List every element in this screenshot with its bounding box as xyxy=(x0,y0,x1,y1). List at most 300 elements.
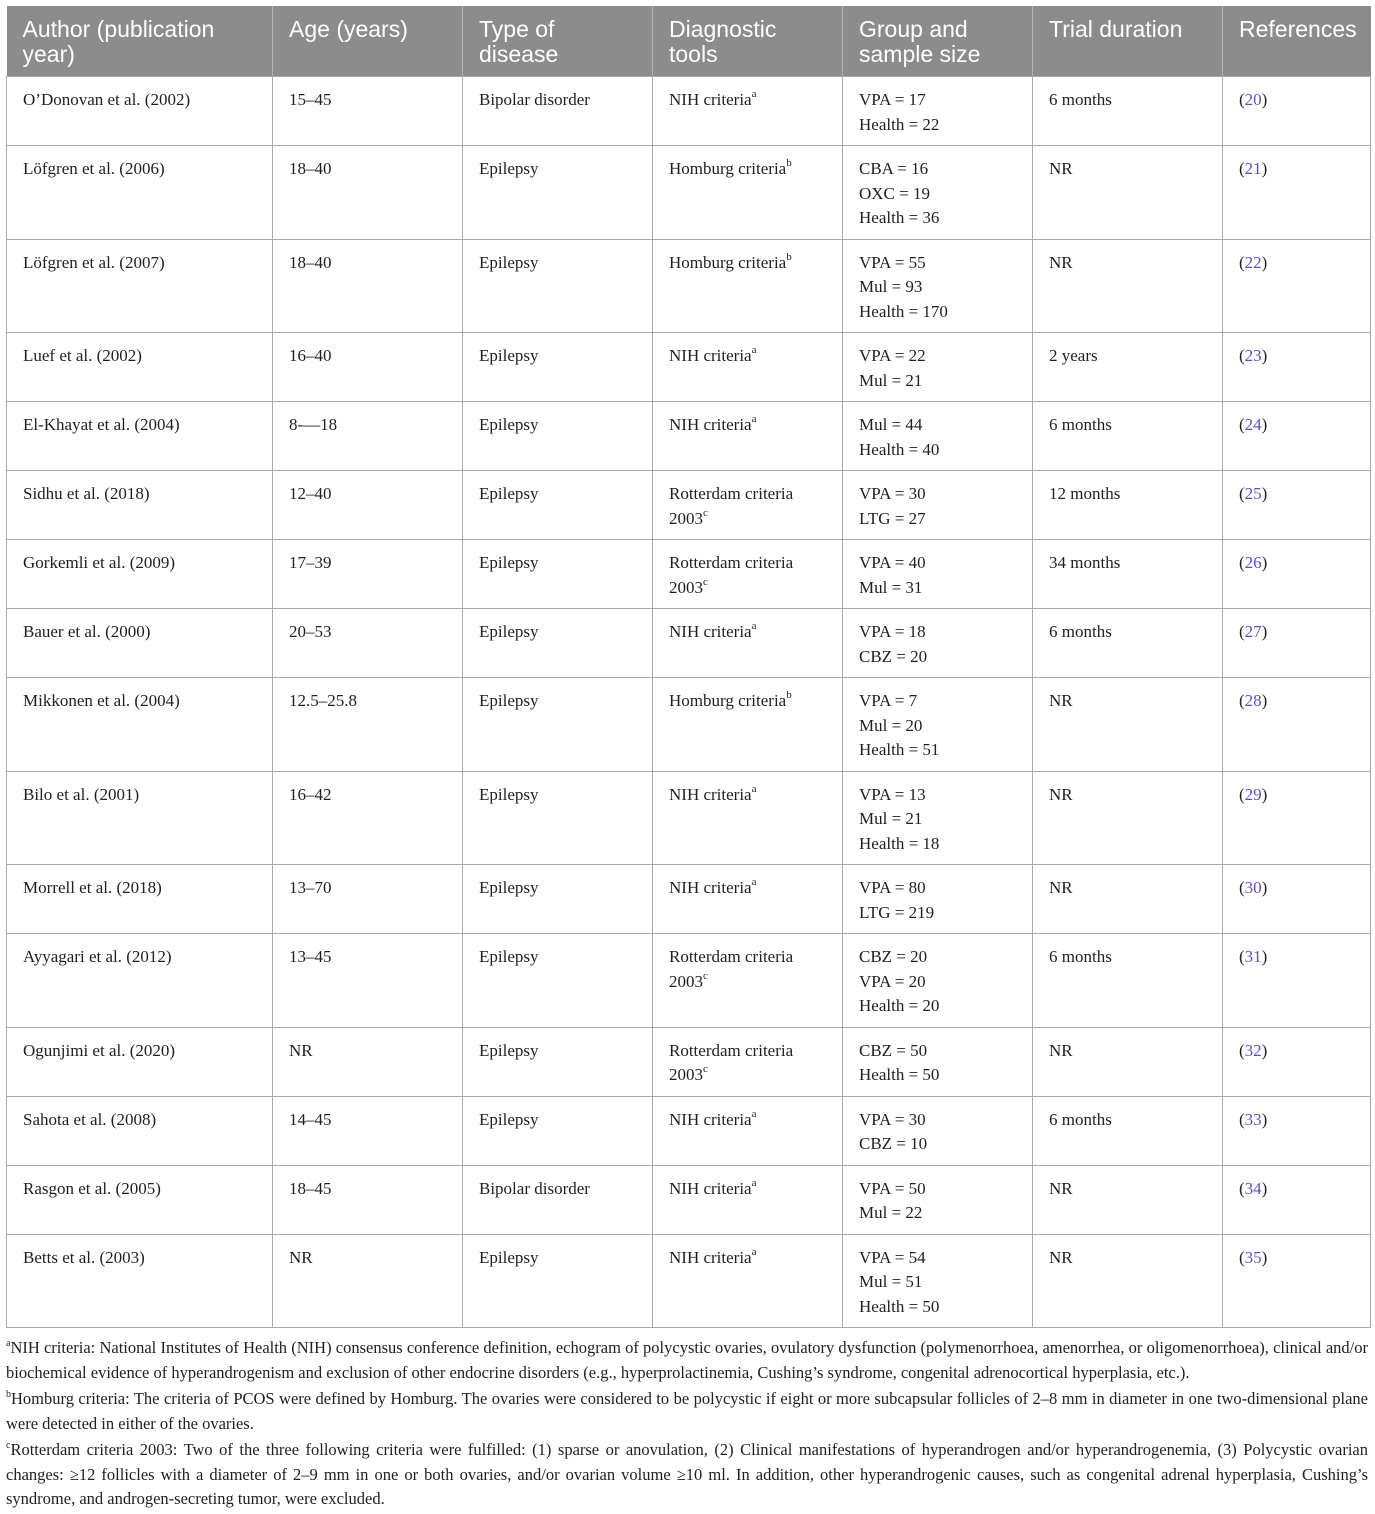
group-size-line: Mul = 22 xyxy=(859,1203,923,1222)
trial-duration-cell xyxy=(1033,609,1223,678)
diagnostic-tool-line xyxy=(669,945,834,970)
column-header-line: year) xyxy=(22,41,75,67)
column-header-line: Type of xyxy=(479,16,555,42)
age-text: 12–40 xyxy=(289,484,332,503)
group-size-line: VPA = 80 xyxy=(859,878,926,897)
disease-cell xyxy=(463,934,653,1028)
group-size-line: Health = 40 xyxy=(859,439,940,459)
group-size-cell xyxy=(843,1096,1033,1165)
diagnostic-tool-line xyxy=(669,1177,834,1202)
disease-cell xyxy=(463,678,653,772)
author-text: Bauer et al. (2000) xyxy=(23,622,151,641)
author-cell xyxy=(7,609,273,678)
author-text: Mikkonen et al. (2004) xyxy=(23,691,180,710)
age-text: 13–45 xyxy=(289,947,332,966)
group-size-line: LTG = 27 xyxy=(859,508,926,528)
trial-duration-cell xyxy=(1033,402,1223,471)
author-text: Sahota et al. (2008) xyxy=(23,1109,157,1129)
author-cell xyxy=(7,540,273,609)
group-size-cell xyxy=(843,540,1033,609)
author-text: Betts et al. (2003) xyxy=(23,1247,145,1267)
table-row xyxy=(7,1234,1371,1328)
trial-duration-cell xyxy=(1033,471,1223,540)
author-cell xyxy=(7,402,273,471)
group-size-line: VPA = 7 xyxy=(859,691,918,710)
trial-duration-cell xyxy=(1033,1234,1223,1328)
header-row xyxy=(7,6,1371,77)
group-size-line: VPA = 40 xyxy=(859,553,926,572)
footnote-marker: a xyxy=(751,1107,757,1120)
diagnostic-tool-line xyxy=(669,1039,834,1064)
footnote-marker: c xyxy=(703,575,708,588)
author-text: Ayyagari et al. (2012) xyxy=(23,947,172,966)
author-text: Ogunjimi et al. (2020) xyxy=(23,1040,176,1060)
reference-link[interactable]: 27 xyxy=(1244,622,1262,641)
trial-duration-text: NR xyxy=(1049,1040,1073,1060)
trial-duration-cell xyxy=(1033,771,1223,865)
group-size-cell xyxy=(843,77,1033,146)
disease-text: Bipolar disorder xyxy=(479,1178,590,1198)
group-size-cell xyxy=(843,1165,1033,1234)
age-text: NR xyxy=(289,1040,313,1060)
age-text: 18–45 xyxy=(289,1178,332,1198)
disease-cell xyxy=(463,333,653,402)
trial-duration-cell xyxy=(1033,239,1223,333)
diagnostic-tool-cell xyxy=(653,1096,843,1165)
footnote-marker: a xyxy=(751,413,757,426)
author-cell xyxy=(7,934,273,1028)
reference-link[interactable]: 21 xyxy=(1244,159,1262,178)
disease-cell xyxy=(463,540,653,609)
footnote-marker: a xyxy=(751,88,757,101)
footnote-marker: c xyxy=(703,969,708,982)
footnote-marker: a xyxy=(751,782,757,795)
column-header-line: Trial duration xyxy=(1049,16,1183,42)
reference-cell: (28) xyxy=(1223,678,1371,772)
table-row xyxy=(7,1165,1371,1234)
author-cell xyxy=(7,678,273,772)
table-row xyxy=(7,865,1371,934)
group-size-cell xyxy=(843,865,1033,934)
column-header-group-sample-size xyxy=(843,6,1033,77)
disease-cell xyxy=(463,239,653,333)
column-header-author xyxy=(7,6,273,77)
reference-link[interactable]: 26 xyxy=(1244,553,1262,572)
reference-cell: (30) xyxy=(1223,865,1371,934)
diagnostic-tool-text: NIH criteria xyxy=(669,1109,752,1129)
author-text: Sidhu et al. (2018) xyxy=(23,484,150,503)
disease-text: Epilepsy xyxy=(479,415,539,434)
author-cell xyxy=(7,239,273,333)
disease-cell xyxy=(463,609,653,678)
diagnostic-tool-line xyxy=(669,620,834,645)
diagnostic-tool-line xyxy=(669,1063,834,1088)
group-size-line: VPA = 55 xyxy=(859,252,926,272)
age-text: 16–42 xyxy=(289,784,332,804)
author-cell xyxy=(7,1027,273,1096)
group-size-line: Health = 51 xyxy=(859,740,940,759)
age-text: 18–40 xyxy=(289,252,332,272)
author-cell xyxy=(7,771,273,865)
age-text: 13–70 xyxy=(289,878,332,897)
reference-cell: (31) xyxy=(1223,934,1371,1028)
disease-text: Epilepsy xyxy=(479,878,539,897)
diagnostic-tool-line xyxy=(669,251,834,276)
reference-cell: (32) xyxy=(1223,1027,1371,1096)
diagnostic-tool-text: NIH criteria xyxy=(669,784,752,804)
column-header-references xyxy=(1223,6,1371,77)
author-text: Morrell et al. (2018) xyxy=(23,878,162,897)
reference-link[interactable]: 25 xyxy=(1244,484,1262,503)
table-row xyxy=(7,471,1371,540)
diagnostic-tool-line xyxy=(669,413,834,438)
reference-cell: (33) xyxy=(1223,1096,1371,1165)
diagnostic-tool-text: Homburg criteria xyxy=(669,159,787,178)
author-text: El-Khayat et al. (2004) xyxy=(23,415,180,434)
column-header-line: tools xyxy=(669,41,718,67)
table-row xyxy=(7,333,1371,402)
disease-text: Epilepsy xyxy=(479,553,539,572)
diagnostic-tool-cell xyxy=(653,1234,843,1328)
trial-duration-text: NR xyxy=(1049,784,1073,804)
trial-duration-text: 34 months xyxy=(1049,553,1121,572)
group-size-line: VPA = 13 xyxy=(859,784,926,804)
group-size-line: VPA = 54 xyxy=(859,1247,926,1267)
diagnostic-tool-line xyxy=(669,1108,834,1133)
table-row xyxy=(7,146,1371,240)
disease-text: Epilepsy xyxy=(479,484,539,503)
trial-duration-text: 12 months xyxy=(1049,484,1121,503)
reference-cell: (22) xyxy=(1223,239,1371,333)
group-size-line: Mul = 31 xyxy=(859,577,923,597)
diagnostic-tool-cell xyxy=(653,1027,843,1096)
reference-link[interactable]: 31 xyxy=(1244,947,1262,966)
diagnostic-tool-line xyxy=(669,576,834,601)
column-header-line: Group and xyxy=(859,16,968,42)
diagnostic-tool-cell xyxy=(653,333,843,402)
group-size-line: Mul = 51 xyxy=(859,1272,923,1291)
trial-duration-cell xyxy=(1033,1165,1223,1234)
table-row xyxy=(7,77,1371,146)
trial-duration-text: NR xyxy=(1049,878,1073,897)
diagnostic-tool-cell xyxy=(653,471,843,540)
diagnostic-tool-text: 2003 xyxy=(669,1065,703,1084)
footnote-marker: b xyxy=(786,250,792,263)
diagnostic-tool-text: Homburg criteria xyxy=(669,252,787,272)
trial-duration-cell xyxy=(1033,146,1223,240)
author-text: Rasgon et al. (2005) xyxy=(23,1178,161,1198)
studies-table xyxy=(6,6,1371,1328)
footnote-marker: a xyxy=(751,1245,757,1258)
diagnostic-tool-line xyxy=(669,157,834,182)
author-cell xyxy=(7,1096,273,1165)
group-size-line: Health = 20 xyxy=(859,996,940,1015)
disease-text: Epilepsy xyxy=(479,159,539,178)
diagnostic-tool-cell xyxy=(653,540,843,609)
age-cell xyxy=(273,333,463,402)
footnote-marker: a xyxy=(751,620,757,633)
diagnostic-tool-text: Rotterdam criteria xyxy=(669,947,794,966)
footnote xyxy=(6,1438,1368,1512)
disease-cell xyxy=(463,1234,653,1328)
column-header-line: sample size xyxy=(859,41,981,67)
footnote-text: NIH criteria: National Institutes of Health (NIH) consensus conference definition, echogram of polycystic ovaries, ovulatory dysfunction (polymenorrhoea, amenorrhea, or oligomenorrhoea), clinical and/or biochemical evidence of hyperandrogenism and exclusion of other endocrine disorders (e.g., hyperprolactinemia, Cushing’s syndrome, congenital adrenocortical hyperplasia, etc.). xyxy=(6,1338,1368,1382)
trial-duration-cell xyxy=(1033,1027,1223,1096)
footnote xyxy=(6,1336,1368,1385)
group-size-cell xyxy=(843,333,1033,402)
trial-duration-text: 6 months xyxy=(1049,947,1112,966)
group-size-line: Mul = 20 xyxy=(859,715,923,735)
author-text: Löfgren et al. (2006) xyxy=(23,159,165,178)
reference-cell: (26) xyxy=(1223,540,1371,609)
disease-cell xyxy=(463,146,653,240)
diagnostic-tool-text: NIH criteria xyxy=(669,1178,752,1198)
diagnostic-tool-text: NIH criteria xyxy=(669,90,752,109)
age-text: 15–45 xyxy=(289,90,332,109)
author-cell xyxy=(7,146,273,240)
author-cell xyxy=(7,471,273,540)
disease-text: Epilepsy xyxy=(479,784,539,804)
group-size-cell xyxy=(843,402,1033,471)
diagnostic-tool-line xyxy=(669,689,834,714)
diagnostic-tool-cell xyxy=(653,609,843,678)
reference-cell: (20) xyxy=(1223,77,1371,146)
reference-cell: (34) xyxy=(1223,1165,1371,1234)
age-text: 17–39 xyxy=(289,553,332,572)
trial-duration-cell xyxy=(1033,865,1223,934)
age-cell xyxy=(273,402,463,471)
reference-link[interactable]: 22 xyxy=(1244,252,1262,272)
reference-cell: (21) xyxy=(1223,146,1371,240)
disease-text: Epilepsy xyxy=(479,252,539,272)
reference-link[interactable]: 33 xyxy=(1244,1109,1262,1129)
trial-duration-text: NR xyxy=(1049,691,1073,710)
column-header-line: disease xyxy=(479,41,559,67)
footnote-marker: c xyxy=(703,506,708,519)
disease-text: Epilepsy xyxy=(479,1247,539,1267)
column-header-trial-duration xyxy=(1033,6,1223,77)
column-header-line: Author (publication xyxy=(22,16,215,42)
group-size-line: VPA = 22 xyxy=(859,346,926,365)
diagnostic-tool-cell xyxy=(653,77,843,146)
footnotes xyxy=(6,1328,1368,1512)
group-size-line: Mul = 21 xyxy=(859,370,923,390)
disease-cell xyxy=(463,865,653,934)
diagnostic-tool-line xyxy=(669,344,834,369)
age-text: 8-—18 xyxy=(289,415,338,434)
column-header-line: Diagnostic xyxy=(669,16,777,42)
age-cell xyxy=(273,678,463,772)
group-size-line: Health = 170 xyxy=(859,301,948,321)
diagnostic-tool-text: NIH criteria xyxy=(669,415,752,434)
group-size-line: VPA = 20 xyxy=(859,971,926,991)
age-cell xyxy=(273,771,463,865)
author-cell xyxy=(7,333,273,402)
reference-cell: (25) xyxy=(1223,471,1371,540)
group-size-line: CBZ = 10 xyxy=(859,1134,928,1153)
reference-cell: (29) xyxy=(1223,771,1371,865)
table-row xyxy=(7,609,1371,678)
age-text: NR xyxy=(289,1247,313,1267)
disease-cell xyxy=(463,471,653,540)
author-cell xyxy=(7,1234,273,1328)
diagnostic-tool-line xyxy=(669,1246,834,1271)
reference-link[interactable]: 32 xyxy=(1244,1040,1262,1060)
diagnostic-tool-line xyxy=(669,876,834,901)
age-text: 16–40 xyxy=(289,346,332,365)
group-size-line: Health = 36 xyxy=(859,208,940,227)
group-size-line: Health = 50 xyxy=(859,1065,940,1084)
trial-duration-text: 6 months xyxy=(1049,90,1112,109)
author-text: Luef et al. (2002) xyxy=(23,346,142,365)
reference-link[interactable]: 28 xyxy=(1244,691,1262,710)
footnote-marker: a xyxy=(751,344,757,357)
column-header-disease xyxy=(463,6,653,77)
group-size-line: VPA = 18 xyxy=(859,622,926,641)
disease-text: Bipolar disorder xyxy=(479,90,590,109)
disease-cell xyxy=(463,402,653,471)
diagnostic-tool-line xyxy=(669,783,834,808)
author-text: Löfgren et al. (2007) xyxy=(23,252,165,272)
footnote-marker: b xyxy=(6,1388,11,1400)
diagnostic-tool-text: 2003 xyxy=(669,577,703,597)
footnote-marker: c xyxy=(6,1439,11,1451)
diagnostic-tool-cell xyxy=(653,865,843,934)
reference-cell: (23) xyxy=(1223,333,1371,402)
footnote-text: Rotterdam criteria 2003: Two of the three following criteria were fulfilled: (1) sparse or anovulation, (2) Clinical manifestations of hyperandrogen and/or hyperandrogenemia, (3) Polycystic ovarian changes: ≥12 follicles with a diameter of 2–9 mm in one or both ovaries, and/or ovarian volume ≥10 ml. In addition, other hyperandrogenic causes, such as congenital adrenal hyperplasia, Cushing’s syndrome, and androgen-secreting tumor, were excluded. xyxy=(6,1440,1368,1508)
trial-duration-cell xyxy=(1033,540,1223,609)
group-size-line: VPA = 30 xyxy=(859,484,926,503)
table-row xyxy=(7,402,1371,471)
diagnostic-tool-text: NIH criteria xyxy=(669,346,752,365)
group-size-line: Mul = 44 xyxy=(859,415,923,434)
diagnostic-tool-text: Rotterdam criteria xyxy=(669,1040,794,1060)
footnote-marker: b xyxy=(786,157,792,170)
column-header-age xyxy=(273,6,463,77)
column-header-diagnostic-tools xyxy=(653,6,843,77)
diagnostic-tool-text: NIH criteria xyxy=(669,622,752,641)
trial-duration-cell xyxy=(1033,333,1223,402)
author-text: Gorkemli et al. (2009) xyxy=(23,553,176,572)
age-text: 20–53 xyxy=(289,622,332,641)
reference-link[interactable]: 35 xyxy=(1244,1247,1262,1267)
disease-text: Epilepsy xyxy=(479,346,539,365)
footnote-marker: c xyxy=(703,1063,708,1076)
group-size-line: LTG = 219 xyxy=(859,902,935,922)
reference-link[interactable]: 30 xyxy=(1244,878,1262,897)
trial-duration-text: 2 years xyxy=(1049,346,1098,365)
footnote-text: Homburg criteria: The criteria of PCOS were defined by Homburg. The ovaries were considered to be polycystic if eight or more subcapsular follicles of 2–8 mm in diameter in one two-dimensional plane were detected in either of the ovaries. xyxy=(6,1389,1368,1433)
table-row xyxy=(7,771,1371,865)
reference-link[interactable]: 23 xyxy=(1244,346,1262,365)
diagnostic-tool-line xyxy=(669,88,834,113)
table-row xyxy=(7,1096,1371,1165)
trial-duration-cell xyxy=(1033,1096,1223,1165)
age-cell xyxy=(273,1096,463,1165)
column-header-line: References xyxy=(1239,16,1357,42)
age-cell xyxy=(273,934,463,1028)
age-cell xyxy=(273,471,463,540)
reference-link[interactable]: 20 xyxy=(1244,90,1262,109)
disease-text: Epilepsy xyxy=(479,1109,539,1129)
disease-text: Epilepsy xyxy=(479,1040,539,1060)
reference-cell: (27) xyxy=(1223,609,1371,678)
age-cell xyxy=(273,146,463,240)
reference-link[interactable]: 29 xyxy=(1244,784,1262,804)
diagnostic-tool-cell xyxy=(653,934,843,1028)
disease-text: Epilepsy xyxy=(479,622,539,641)
group-size-line: VPA = 50 xyxy=(859,1178,926,1198)
group-size-cell xyxy=(843,1027,1033,1096)
diagnostic-tool-cell xyxy=(653,771,843,865)
age-cell xyxy=(273,1234,463,1328)
age-cell xyxy=(273,609,463,678)
group-size-line: OXC = 19 xyxy=(859,183,930,203)
table-row xyxy=(7,1027,1371,1096)
group-size-cell xyxy=(843,146,1033,240)
diagnostic-tool-cell xyxy=(653,239,843,333)
group-size-line: VPA = 17 xyxy=(859,90,926,109)
trial-duration-text: 6 months xyxy=(1049,1109,1112,1129)
diagnostic-tool-text: Homburg criteria xyxy=(669,691,787,710)
trial-duration-text: 6 months xyxy=(1049,415,1112,434)
footnote-marker: a xyxy=(6,1337,11,1349)
diagnostic-tool-text: Rotterdam criteria xyxy=(669,553,794,572)
disease-cell xyxy=(463,1165,653,1234)
footnote-marker: b xyxy=(786,689,792,702)
footnote-marker: a xyxy=(751,876,757,889)
diagnostic-tool-cell xyxy=(653,1165,843,1234)
group-size-cell xyxy=(843,678,1033,772)
group-size-cell xyxy=(843,471,1033,540)
author-cell xyxy=(7,1165,273,1234)
age-cell xyxy=(273,239,463,333)
age-cell xyxy=(273,1027,463,1096)
group-size-cell xyxy=(843,1234,1033,1328)
group-size-line: CBA = 16 xyxy=(859,159,929,178)
age-text: 14–45 xyxy=(289,1109,332,1129)
age-text: 12.5–25.8 xyxy=(289,691,357,710)
author-cell xyxy=(7,865,273,934)
reference-link[interactable]: 34 xyxy=(1244,1178,1262,1198)
group-size-line: VPA = 30 xyxy=(859,1109,926,1129)
diagnostic-tool-text: 2003 xyxy=(669,508,703,528)
reference-cell: (24) xyxy=(1223,402,1371,471)
disease-text: Epilepsy xyxy=(479,947,539,966)
group-size-line: Mul = 21 xyxy=(859,809,923,828)
disease-cell xyxy=(463,77,653,146)
age-cell xyxy=(273,77,463,146)
group-size-line: Health = 18 xyxy=(859,833,940,853)
age-cell xyxy=(273,865,463,934)
table-row xyxy=(7,678,1371,772)
trial-duration-text: NR xyxy=(1049,252,1073,272)
group-size-cell xyxy=(843,239,1033,333)
footnote-marker: a xyxy=(751,1176,757,1189)
group-size-line: Health = 22 xyxy=(859,114,940,134)
disease-text: Epilepsy xyxy=(479,691,539,710)
trial-duration-cell xyxy=(1033,77,1223,146)
table-header xyxy=(7,6,1371,77)
group-size-cell xyxy=(843,934,1033,1028)
reference-link[interactable]: 24 xyxy=(1244,415,1262,434)
group-size-cell xyxy=(843,609,1033,678)
author-text: Bilo et al. (2001) xyxy=(23,784,140,804)
trial-duration-text: NR xyxy=(1049,159,1073,178)
group-size-line: Mul = 93 xyxy=(859,277,923,296)
author-cell xyxy=(7,77,273,146)
table-row xyxy=(7,540,1371,609)
